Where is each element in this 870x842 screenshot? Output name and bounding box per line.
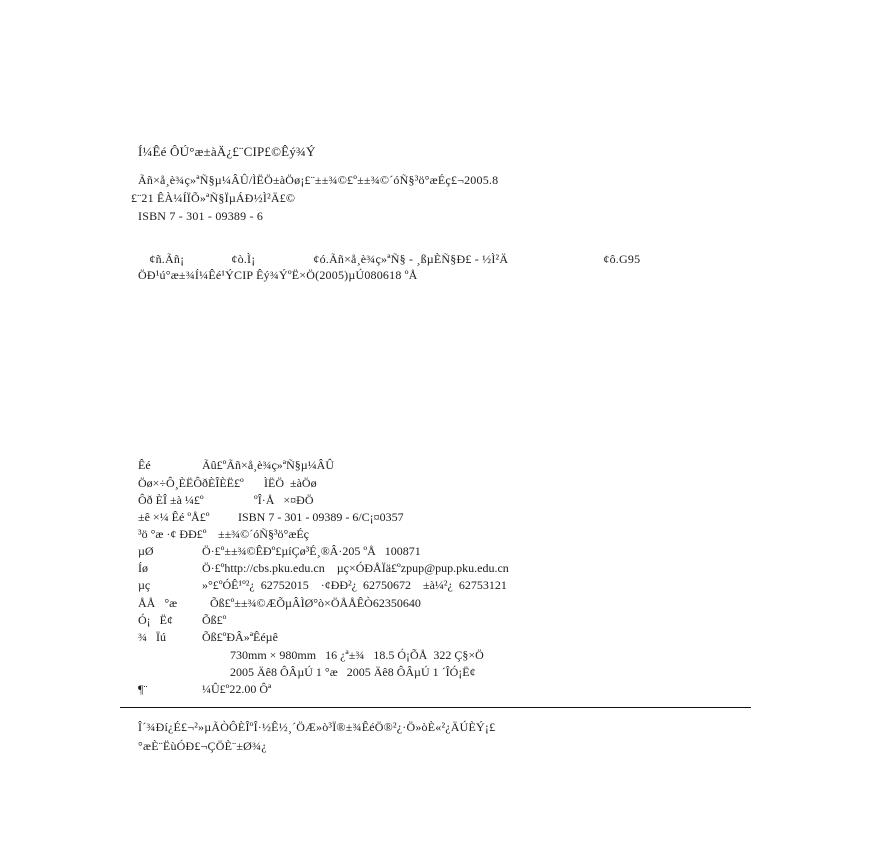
cip-category-4: ¢ô.G95: [603, 252, 641, 266]
colophon-value: ±±¾©´óÑ§³ö°æÉç: [218, 527, 310, 541]
cip-category-3: ¢ó.Ãñ×å¸è¾ç»ªÑ§ - ¸ßµÈÑ§Ð£ - ½Ì²Ä: [313, 252, 509, 266]
divider-rule: [120, 707, 751, 708]
colophon-key: ³ö °æ ·¢ ÐÐ£º: [138, 527, 207, 541]
colophon-value: ÌËÖ ±àÖø: [264, 476, 317, 490]
colophon-key: Ó¡ Ë¢: [138, 613, 173, 627]
colophon-key: Êé: [138, 458, 151, 472]
colophon-value: ºÎ·Å ×¤ÐÖ: [254, 493, 314, 507]
cip-category-2: ¢ò.Ì¡: [231, 252, 256, 266]
colophon-value: Ãû£ºÃñ×å¸è¾ç»ªÑ§µ¼ÂÛ: [202, 458, 335, 472]
colophon-key: Íø: [138, 561, 148, 575]
cip-line-1: Ãñ×å¸è¾ç»ªÑ§µ¼ÂÛ/ÌËÖ±àÖø¡£¨±±¾©£º±±¾©´óÑ§³ö°æÉç£¬2005.8: [138, 173, 499, 187]
rights-reserved: °æÈ¨ËùÓÐ£¬ÇÖÈ¨±Ø¾¿: [138, 739, 267, 753]
colophon-key: ±ê ×¼ Êé ºÅ£º: [138, 510, 210, 524]
cip-record: ÖÐ¹ú°æ±¾Í¼Êé¹ÝCIP Êý¾ÝºË×Ö(2005)µÚ080618 ºÅ: [138, 268, 418, 282]
colophon-key: µç: [138, 578, 151, 592]
cip-category-1: ¢ñ.Ãñ¡: [149, 252, 185, 266]
cip-heading: Í¼Êé ÔÚ°æ±àÄ¿£¨CIP£©Êý¾Ý: [138, 144, 316, 159]
colophon-value: Ö·£ºhttp://cbs.pku.edu.cn µç×ÓÐÅÏä£ºzpup@pup.pku.edu.cn: [202, 561, 509, 575]
cip-line-2: £¨21 ÊÀ¼ÍÏÕ»ªÑ§ÏµÁÐ½Ì²Ä£©: [131, 191, 296, 205]
colophon-value: ¼Û£º22.00 Ôª: [202, 682, 272, 696]
colophon-value: 2005 Äê8 ÔÂµÚ 1 °æ 2005 Äê8 ÔÂµÚ 1 ´ÎÓ¡Ë¢: [230, 665, 476, 679]
colophon-value: Ö·£º±±¾©ÊÐº£µíÇø³É¸®Â·205 ºÅ 100871: [202, 544, 421, 558]
colophon-value: 730mm × 980mm 16 ¿ª±¾ 18.5 Ó¡ÕÅ 322 Ç§×Ö: [230, 648, 484, 662]
colophon-key: Ôð ÈÎ ±à ¼£º: [138, 493, 204, 507]
colophon-value: Õß£º: [202, 613, 227, 627]
colophon-value: ISBN 7 - 301 - 09389 - 6/C¡¤0357: [238, 510, 404, 524]
colophon-key: ÅÅ °æ: [138, 596, 178, 610]
colophon-key: ¾ Ïú: [138, 630, 166, 644]
cip-isbn: ISBN 7 - 301 - 09389 - 6: [138, 209, 264, 223]
colophon-value: Õß£ºÐÂ»ªÊéµê: [202, 630, 278, 644]
colophon-key: ¶¨: [138, 682, 148, 696]
colophon-key: Öø×÷Ô¸ÈËÔðÈÎÈË£º: [138, 476, 244, 490]
cip-categories: [143, 238, 640, 266]
colophon-value: Õß£º±±¾©ÆÕµÂÌØ°ò×ÖÅÅÊÒ62350640: [210, 596, 421, 610]
copyright-notice: Î´¾Ðí¿É£¬²»µÃÒÔÈÎºÎ·½Ê½¸´ÖÆ»ò³Ï®±¾ÊéÖ®²¿·Ö»òÈ«²¿ÄÚÈÝ¡£: [138, 720, 496, 734]
colophon-value: »°£ºÓÊ¹º²¿ 62752015 ·¢ÐÐ²¿ 62750672 ±à¼²¿ 62753121: [202, 578, 507, 592]
colophon-key: µØ: [138, 544, 154, 558]
